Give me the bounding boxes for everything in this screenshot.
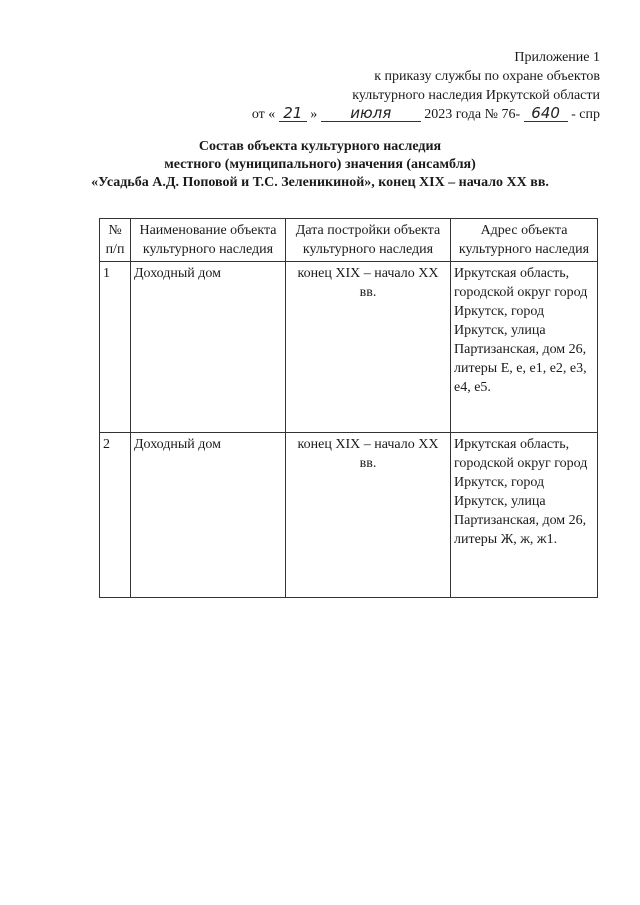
cell-address: Иркутская область, городской округ город Иркутск, город Иркутск, улица Партизанская, дом 26, литеры Ж, ж, ж1. xyxy=(451,433,598,598)
annex-authority: культурного наследия Иркутской области xyxy=(352,88,600,103)
order-date-quote: » xyxy=(310,107,318,122)
cell-number: 1 xyxy=(100,262,131,433)
order-date-prefix: от « xyxy=(251,107,276,122)
cell-name: Доходный дом xyxy=(131,262,286,433)
header-number: № п/п xyxy=(100,219,131,262)
annex-header xyxy=(240,48,600,124)
table-row xyxy=(100,433,598,598)
order-year-text: 2023 года № 76- xyxy=(424,107,521,122)
order-day-handwritten: 21 xyxy=(279,106,307,122)
table-row xyxy=(100,262,598,433)
annex-title: Приложение 1 xyxy=(514,50,600,65)
annex-order-ref: к приказу службы по охране объектов xyxy=(374,69,600,84)
order-month-handwritten: июля xyxy=(321,106,421,122)
order-number-handwritten: 640 xyxy=(524,106,568,122)
annex-order-line xyxy=(240,105,600,124)
title-line-3: «Усадьба А.Д. Поповой и Т.С. Зеленикиной», конец XIX – начало XX вв. xyxy=(91,175,549,190)
header-name: Наименование объекта культурного наследия xyxy=(131,219,286,262)
cell-number: 2 xyxy=(100,433,131,598)
cell-date: конец XIX – начало XX вв. xyxy=(286,433,451,598)
table-header-row xyxy=(100,219,598,262)
header-date: Дата постройки объекта культурного наследия xyxy=(286,219,451,262)
cell-name: Доходный дом xyxy=(131,433,286,598)
title-line-1: Состав объекта культурного наследия xyxy=(198,139,442,154)
cell-address: Иркутская область, городской округ город Иркутск, город Иркутск, улица Партизанская, дом 26, литеры Е, е, е1, е2, е3, е4, е5. xyxy=(451,262,598,433)
heritage-composition-table xyxy=(99,218,598,598)
order-suffix: - спр xyxy=(571,107,600,122)
header-address: Адрес объекта культурного наследия xyxy=(451,219,598,262)
title-line-2: местного (муниципального) значения (ансамбля) xyxy=(164,157,476,172)
document-title xyxy=(0,138,640,192)
cell-date: конец XIX – начало XX вв. xyxy=(286,262,451,433)
